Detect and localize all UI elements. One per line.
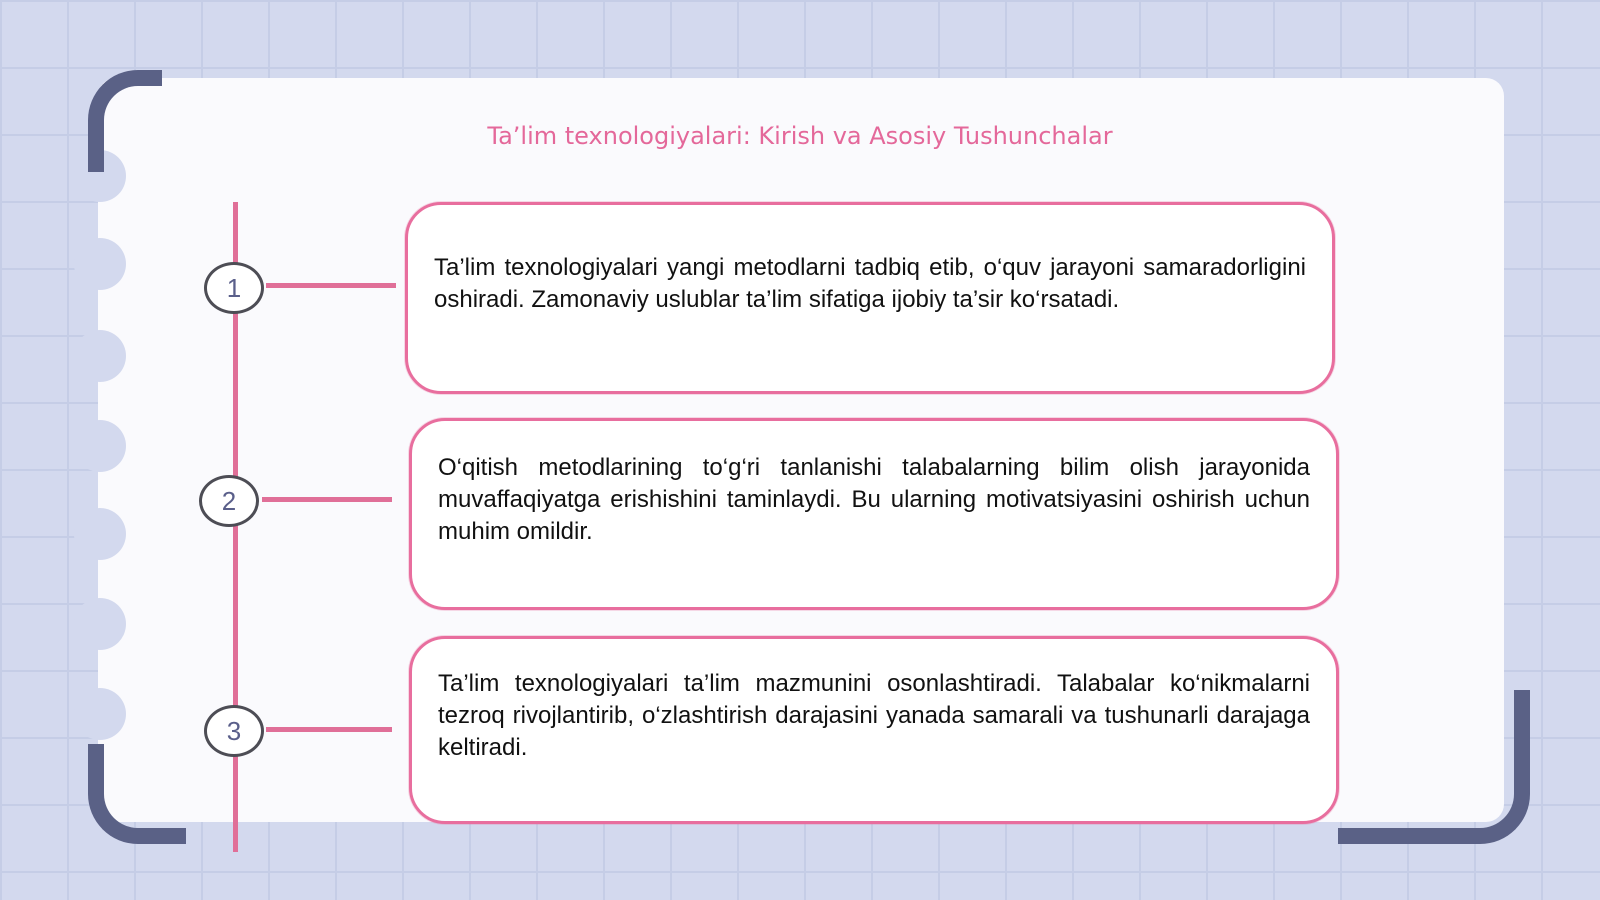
card-text-1: Ta’lim texnologiyalari yangi metodlarni tadbiq etib, o‘quv jarayoni samaradorligini oshiradi. Zamonaviy uslublar ta’lim sifatiga ijobiy ta’sir ko‘rsatadi. — [434, 254, 1306, 313]
corner-bracket-bottom-right — [1338, 690, 1530, 844]
content-card-2 — [409, 418, 1339, 610]
corner-bracket-top-left — [88, 70, 162, 172]
content-card-3 — [409, 636, 1339, 824]
card-text-3: Ta’lim texnologiyalari ta’lim mazmunini osonlashtiradi. Talabalar ko‘nikmalarni tezroq rivojlantirib, o‘zlashtirish darajasini yanada samarali va tushunarli darajaga keltiradi. — [438, 670, 1310, 761]
timeline-connector-3 — [266, 727, 392, 732]
slide-title: Ta’lim texnologiyalari: Kirish va Asosiy Tushunchalar — [487, 122, 1113, 150]
timeline-node-2: 2 — [199, 475, 259, 527]
timeline-node-3: 3 — [204, 705, 264, 757]
timeline-connector-2 — [262, 497, 392, 502]
paper-scallop — [74, 420, 126, 472]
paper-scallop — [74, 688, 126, 740]
paper-scallop — [74, 598, 126, 650]
paper-scallop — [74, 238, 126, 290]
paper-scallop — [74, 330, 126, 382]
paper-scallop — [74, 508, 126, 560]
card-text-2: O‘qitish metodlarining to‘g‘ri tanlanishi talabalarning bilim olish jarayonida muvaffaqiyatga erishishini taminlaydi. Bu ularning motivatsiyasini oshirish uchun muhim omildir. — [438, 454, 1310, 545]
timeline-node-1: 1 — [204, 262, 264, 314]
timeline-connector-1 — [266, 283, 396, 288]
content-card-1 — [405, 202, 1335, 394]
corner-bracket-bottom-left — [88, 744, 186, 844]
